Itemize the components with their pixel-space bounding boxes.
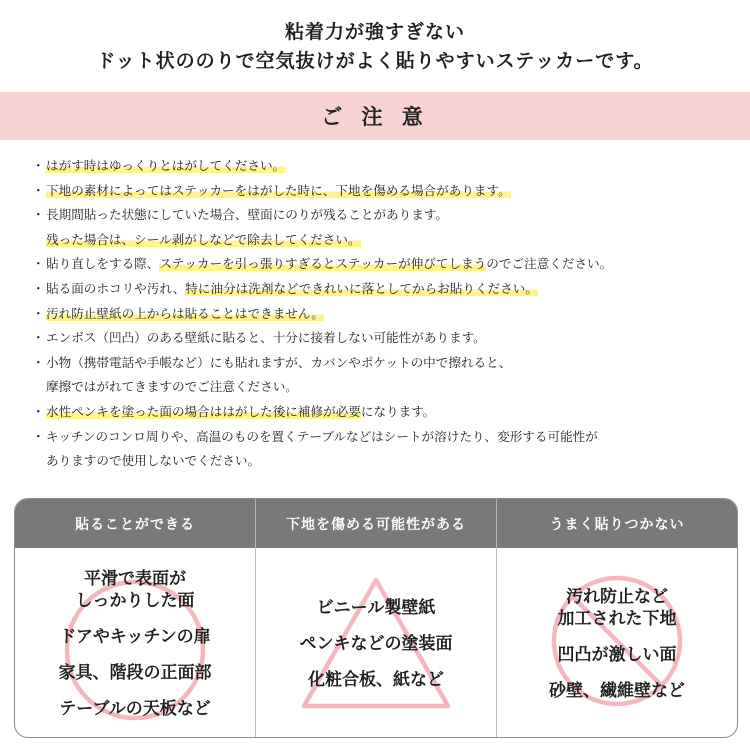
highlighted-text: 下地の素材によってはステッカーをはがした時に、下地を傷める場合があります。 (46, 182, 511, 198)
caution-notes-list (32, 154, 732, 474)
note-line (46, 154, 285, 179)
note-item (32, 400, 732, 425)
highlighted-text: 特に油分は洗剤などできれいに落としてからお貼りください。 (185, 280, 538, 296)
note-text (46, 351, 511, 400)
surface-item (59, 698, 210, 720)
note-segment: のでご注意ください。 (486, 256, 613, 272)
note-text (46, 179, 511, 204)
surface-item (300, 633, 453, 655)
surface-item-line: ドアやキッチンの扉 (59, 626, 211, 647)
note-line (46, 203, 448, 228)
note-item (32, 277, 732, 302)
note-bullet: ・ (32, 354, 45, 370)
note-text (46, 154, 285, 179)
table-column (256, 499, 497, 737)
note-text (46, 302, 324, 327)
note-bullet: ・ (32, 280, 45, 296)
note-segment: 貼り直しをする際、 (46, 256, 160, 272)
table-column (497, 499, 737, 737)
note-segment: エンボス（凹凸）のある壁紙に貼ると、十分に接着しない可能性があります。 (46, 330, 486, 346)
caution-banner (0, 92, 750, 140)
note-bullet: ・ (32, 305, 45, 321)
highlighted-text: ステッカーを引っ張りすぎるとステッカーが伸びてしまう (159, 256, 487, 272)
note-text (46, 425, 598, 474)
note-item (32, 351, 732, 400)
note-line (46, 425, 598, 450)
column-header: 下地を傷める可能性がある (256, 499, 496, 548)
caution-title: ご 注 意 (321, 105, 429, 129)
surface-item-line: 家具、階段の正面部 (58, 662, 212, 683)
note-bullet: ・ (32, 330, 45, 346)
header (0, 18, 750, 76)
note-line (46, 277, 538, 302)
note-bullet: ・ (32, 256, 45, 272)
surface-item (317, 597, 436, 619)
surface-item-line: ビニール製壁紙 (316, 597, 436, 618)
note-item (32, 302, 732, 327)
surface-item-line: テーブルの天板など (59, 698, 211, 719)
highlighted-text: 残った場合は、シール剥がしなどで除去してください。 (46, 231, 361, 247)
surface-item-line: 汚れ防止など (566, 586, 668, 607)
note-line (46, 302, 324, 327)
note-item (32, 179, 732, 204)
note-bullet: ・ (32, 182, 45, 198)
column-header: 貼ることができる (15, 499, 255, 548)
note-line (46, 400, 435, 425)
column-header: うまく貼りつかない (497, 499, 737, 548)
note-text (46, 252, 612, 277)
surface-item-line: ペンキなどの塗装面 (299, 633, 453, 654)
note-text (46, 326, 486, 351)
note-item (32, 252, 732, 277)
note-bullet: ・ (32, 207, 45, 223)
note-bullet: ・ (32, 428, 45, 444)
note-segment: になります。 (360, 403, 436, 419)
surface-item-line: 平滑で表面が (84, 568, 186, 589)
note-line (46, 326, 486, 351)
note-bullet: ・ (32, 158, 45, 173)
note-item (32, 425, 732, 474)
column-items (15, 548, 255, 738)
note-item (32, 154, 732, 179)
note-text (46, 203, 448, 252)
column-items (497, 548, 737, 738)
note-segment: 摩擦ではがれてきますのでご注意ください。 (46, 379, 298, 395)
surface-item (558, 644, 677, 666)
note-bullet: ・ (32, 403, 45, 419)
surface-item-line: しっかりした面 (75, 590, 195, 611)
note-line (46, 449, 598, 474)
note-line (46, 351, 511, 376)
surface-item-line: 加工された下地 (557, 608, 677, 629)
surface-item-line: 凹凸が激しい面 (557, 644, 677, 665)
note-segment: ありますので使用しないでください。 (46, 453, 261, 469)
surface-item-line: 化粧合板、紙など (308, 669, 444, 690)
note-text (46, 277, 538, 302)
note-line (46, 375, 511, 400)
note-segment: キッチンのコンロ周りや、高温のものを置くテーブルなどはシートが溶けたり、変形する可能性が (46, 428, 598, 444)
note-item (32, 203, 732, 252)
note-line (46, 252, 612, 277)
note-segment: 長期間貼った状態にしていた場合、壁面にのりが残ることがあります。 (46, 207, 448, 223)
highlighted-text: 水性ペンキを塗った面の場合ははがした後に補修が必要 (46, 403, 361, 419)
column-items (256, 548, 496, 738)
note-segment: 貼る面のホコリや汚れ、 (46, 280, 186, 296)
note-segment: 小物（携帯電話や手帳など）にも貼れますが、カバンやポケットの中で擦れると、 (46, 354, 512, 370)
surface-item (76, 568, 195, 612)
surface-item (59, 662, 212, 684)
surface-item (59, 626, 210, 648)
header-line-1: 粘着力が強すぎない (284, 21, 465, 43)
surface-item (308, 669, 444, 691)
surface-item (549, 680, 685, 702)
surface-item-line: 砂壁、繊維壁など (549, 680, 685, 701)
highlighted-text: はがす時はゆっくりとはがしてください。 (46, 158, 286, 173)
highlighted-text: 汚れ防止壁紙の上からは貼ることはできません。 (46, 305, 324, 321)
note-line (46, 179, 511, 204)
header-line-2: ドット状ののりで空気抜けがよく貼りやすいステッカーです。 (96, 50, 654, 72)
suitability-table (14, 498, 738, 738)
note-item (32, 326, 732, 351)
surface-item (558, 586, 677, 630)
note-text (46, 400, 435, 425)
note-line (46, 228, 448, 253)
table-column (15, 499, 256, 737)
